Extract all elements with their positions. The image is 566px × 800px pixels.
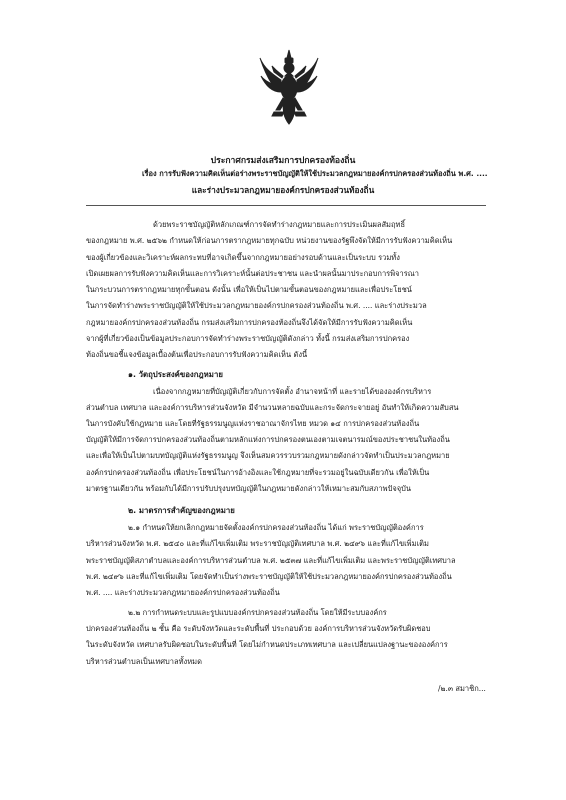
paragraph-line: ในการบังคับใช้กฎหมาย และโดยที่รัฐธรรมนูญแห่งราชอาณาจักรไทย หมวด ๑๔ การปกครองส่วนท้องถิ่น: [86, 419, 420, 428]
announcement-subject-continued: และร่างประมวลกฎหมายองค์กรปกครองส่วนท้องถิ่น: [191, 185, 375, 195]
paragraph-line: บริหารส่วนตำบลเป็นเทศบาลทั้งหมด: [86, 657, 202, 666]
paragraph-line: พระราชบัญญัติสภาตำบลและองค์การบริหารส่วนตำบล พ.ศ. ๒๕๓๗ และที่แก้ไขเพิ่มเติม และพระราชบัญญัติเทศบาล: [86, 556, 456, 565]
paragraph-line: ปกครองส่วนท้องถิ่น ๒ ชั้น คือ ระดับจังหวัดและระดับพื้นที่ ประกอบด้วย องค์การบริหารส่วนจังหวัดรับผิดชอบ: [86, 624, 431, 633]
paragraph-line: ในระดับจังหวัด เทศบาลรับผิดชอบในระดับพื้นที่ โดยไม่กำหนดประเภทเทศบาล และเปลี่ยนแปลงฐานะขององค์การ: [86, 640, 448, 649]
announcement-subject: เรื่อง การรับฟังความคิดเห็นต่อร่างพระราชบัญญัติให้ใช้ประมวลกฎหมายองค์กรปกครองส่วนท้องถิ่น พ.ศ. ....: [142, 169, 488, 178]
paragraph-line: ด้วยพระราชบัญญัติหลักเกณฑ์การจัดทำร่างกฎหมายและการประเมินผลสัมฤทธิ์: [153, 220, 406, 229]
continuation-note: /๒.๓ สมาชิก...: [438, 684, 486, 693]
paragraph-line: ในการจัดทำร่างพระราชบัญญัติให้ใช้ประมวลกฎหมายองค์กรปกครองส่วนท้องถิ่น พ.ศ. .... และร่างประมวล: [86, 301, 427, 310]
paragraph-line: พ.ศ. ๒๔๙๖ และที่แก้ไขเพิ่มเติม โดยจัดทำเป็นร่างพระราชบัญญัติให้ใช้ประมวลกฎหมายองค์กรปกครองส่วนท้องถิ่น: [86, 572, 452, 581]
paragraph-line: มาตรฐานเดียวกัน พร้อมกับได้มีการปรับปรุงบทบัญญัติในกฎหมายดังกล่าวให้เหมาะสมกับสภาพปัจจุบัน: [86, 484, 412, 493]
paragraph-line: เนื่องจากกฎหมายที่บัญญัติเกี่ยวกับการจัดตั้ง อำนาจหน้าที่ และรายได้ขององค์กรบริหาร: [153, 387, 432, 396]
paragraph-line: และเพื่อให้เป็นไปตามบทบัญญัติแห่งรัฐธรรมนูญ จึงเห็นสมควรรวบรวมกฎหมายดังกล่าวจัดทำเป็นประมวลกฎหมาย: [86, 451, 450, 460]
paragraph-line: จากผู้ที่เกี่ยวข้องเป็นข้อมูลประกอบการจัดทำร่างพระราชบัญญัติดังกล่าว ทั้งนี้ กรมส่งเสริมการปกครอง: [86, 334, 410, 343]
paragraph-line: ส่วนตำบล เทศบาล และองค์การบริหารส่วนจังหวัด มีจำนวนหลายฉบับและกระจัดกระจายอยู่ อันทำให้เกิดความสับสน: [86, 403, 459, 412]
paragraph-line: ๒.๑ กำหนดให้ยกเลิกกฎหมายจัดตั้งองค์กรปกครองส่วนท้องถิ่น ได้แก่ พระราชบัญญัติองค์การ: [128, 523, 424, 532]
paragraph-line: เปิดเผยผลการรับฟังความคิดเห็นและการวิเคราะห์นั้นต่อประชาชน และนำผลนั้นมาประกอบการพิจารณา: [86, 269, 419, 278]
paragraph-line: กฎหมายองค์กรปกครองส่วนท้องถิ่น กรมส่งเสริมการปกครองท้องถิ่นจึงได้จัดให้มีการรับฟังความคิดเห็น: [86, 318, 413, 327]
header-divider: [86, 205, 486, 206]
section-2-heading: ๒. มาตรการสำคัญของกฎหมาย: [128, 506, 235, 515]
paragraph-line: บริหารส่วนจังหวัด พ.ศ. ๒๕๔๐ และที่แก้ไขเพิ่มเติม พระราชบัญญัติเทศบาล พ.ศ. ๒๔๙๖ และที่แก้ไขเพิ่มเติม: [86, 539, 429, 548]
paragraph-line: ในกระบวนการตรากฎหมายทุกขั้นตอน ดังนั้น เพื่อให้เป็นไปตามขั้นตอนของกฎหมายและเพื่อประโยชน์: [86, 285, 412, 294]
garuda-emblem-icon: [258, 48, 320, 128]
announcement-title: ประกาศกรมส่งเสริมการปกครองท้องถิ่น: [210, 156, 356, 166]
paragraph-line: พ.ศ. .... และร่างประมวลกฎหมายองค์กรปกครองส่วนท้องถิ่น: [86, 588, 280, 597]
paragraph-line: ๒.๒ การกำหนดระบบและรูปแบบองค์กรปกครองส่วนท้องถิ่น โดยให้มีระบบองค์กร: [128, 608, 387, 617]
paragraph-line: ท้องถิ่นขอชี้แจงข้อมูลเบื้องต้นเพื่อประกอบการรับฟังความคิดเห็น ดังนี้: [86, 350, 308, 359]
paragraph-line: ของกฎหมาย พ.ศ. ๒๕๖๒ กำหนดให้ก่อนการตรากฎหมายทุกฉบับ หน่วยงานของรัฐพึงจัดให้มีการรับฟังความคิดเห็น: [86, 236, 453, 245]
paragraph-line: ของผู้เกี่ยวข้องและวิเคราะห์ผลกระทบที่อาจเกิดขึ้นจากกฎหมายอย่างรอบด้านและเป็นระบบ รวมทั้ง: [86, 253, 400, 262]
paragraph-line: บัญญัติให้มีการจัดการปกครองส่วนท้องถิ่นตามหลักแห่งการปกครองตนเองตามเจตนารมณ์ของประชาชนในท้องถิ่น: [86, 435, 450, 444]
section-1-heading: ๑. วัตถุประสงค์ของกฎหมาย: [128, 370, 223, 379]
paragraph-line: องค์กรปกครองส่วนท้องถิ่น เพื่อประโยชน์ในการอ้างอิงและใช้กฎหมายที่จะรวมอยู่ในฉบับเดียวกัน เพื่อให้เป็น: [86, 468, 430, 477]
